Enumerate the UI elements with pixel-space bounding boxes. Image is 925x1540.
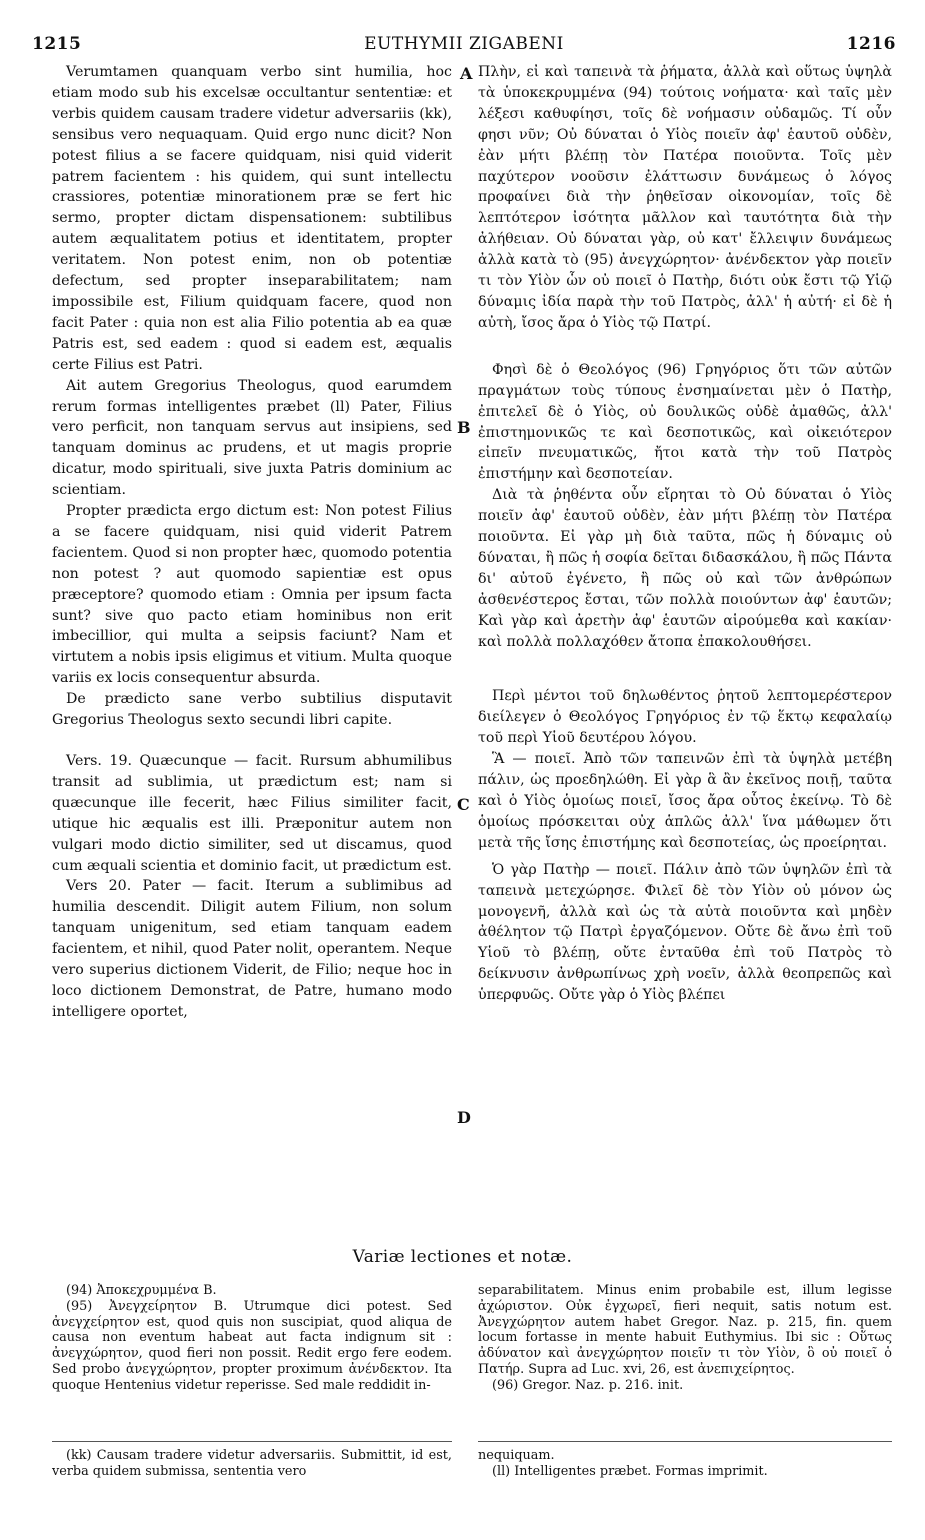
- note-94: (94) Ἀποκεχρυμμένα B.: [66, 1283, 217, 1298]
- footnote-kk-continued: nequiquam.: [478, 1448, 555, 1463]
- latin-paragraph: Propter prædicta ergo dictum est: Non potest Filius a se facere quidquam, nisi quid viderit Patrem facientem. Quod si non propter hæc, quomodo potentia non potest ? aut quomodo sapientiæ est opus præceptore? quomodo etiam : Omnia per ipsum facta sunt? sive quo pacto etiam hominibus non erit imbecillior, qui multa a seipsis faciunt? Nam et virtutem a nobis ipsis eligimus et vitium. Multa quoque variis ex locis consequentur absurda.: [52, 503, 452, 687]
- greek-paragraph: Ὁ γὰρ Πατὴρ — ποιεῖ. Πάλιν ἀπὸ τῶν ὑψηλῶν ἐπὶ τὰ ταπεινὰ μετεχώρησε. Φιλεῖ δὲ τὸν Υἱὸν οὐ μόνον ὡς μονογενῆ, ἀλλὰ καὶ ὡς τὰ αὐτὰ ποιοῦντα καὶ μηδὲν ἀθέλητον τῷ Πατρὶ ἐργαζόμενον. Οὔτε δὲ ἄνω ἐπὶ τοῦ Υἱοῦ τὸ βλέπῃ, οὔτε ἐνταῦθα ἐπὶ τοῦ Πατρὸς τὸ δείκνυσιν ἀνθρωπίνως χρὴ νοεῖν, ἀλλὰ θεοπρεπῶς καὶ ὑπερφυῶς. Οὔτε γὰρ ὁ Υἱὸς βλέπει: [478, 861, 892, 1004]
- latin-column: [52, 62, 452, 1023]
- greek-paragraph: Διὰ τὰ ῥηθέντα οὖν εἴρηται τὸ Οὐ δύναται ὁ Υἱὸς ποιεῖν ἀφ' ἑαυτοῦ οὐδὲν, ἐὰν μήτι βλέπῃ τὸν Πατέρα ποιοῦντα. Εἰ γὰρ μὴ διὰ ταῦτα, πῶς ἡ δύναμις οὐ δύναται, ἢ πῶς ἡ σοφία δεῖται διδασκάλου, ἢ πῶς Πάντα δι' αὐτοῦ ἐγένετο, ἢ πῶς οὐ καὶ τῶν ἀνθρώπων ἀσθενέστερος ἔσται, τῶν πολλὰ ποιούντων ἀφ' ἑαυτῶν; Καὶ γὰρ καὶ ἀρετὴν ἀφ' ἑαυτῶν αἱρούμεθα καὶ κακίαν· καὶ πολλὰ πολλαχόθεν ἄτοπα ἐπακολουθήσει.: [478, 487, 892, 650]
- greek-paragraph: Ἃ — ποιεῖ. Ἀπὸ τῶν ταπεινῶν ἐπὶ τὰ ὑψηλὰ μετέβη πάλιν, ὡς προεδηλώθη. Εἰ γὰρ ἃ ἂν ἐκεῖνος ποιῇ, ταῦτα καὶ ὁ Υἱὸς ὁμοίως ποιεῖ, ἴσος ἄρα οὗτος ἐκείνῳ. Τὸ δὲ ὁμοίως πρόσκειται οὐχ ἁπλῶς ἀλλ' ἵνα μάθωμεν ὅτι μετὰ τῆς ἴσης ἐπιστήμης καὶ δεσποτείας, ὡς προείρηται.: [478, 751, 892, 851]
- note-96: (96) Gregor. Naz. p. 216. init.: [492, 1377, 684, 1393]
- notes-left-column: [52, 1283, 452, 1394]
- footnotes-left-column: [52, 1448, 452, 1480]
- margin-marker-c: C: [457, 795, 470, 814]
- margin-marker-b: B: [457, 418, 471, 437]
- note-95-continued: separabilitatem. Minus enim probabile est, illum legisse ἀχώριστον. Οὐκ ἐγχωρεῖ, fieri nequit, satis notum est. Ἀνεγχώρητον autem habet Gregor. Naz. p. 215, fin. quem locum fortasse in mente habuit Euthymius. Ibi sic : Οὕτως ἀδύνατον καὶ ἀνεγχώρητον ποιεῖν τι τὸν Υἱὸν, ὃ οὐ ποιεῖ ὁ Πατήρ. Supra ad Luc. xvi, 26, est ἀνεπιχείρητος.: [478, 1283, 892, 1377]
- note-95: (95) Ἀνεγχείρητον B. Utrumque dici potest. Sed ἀνεγχείρητον est, quod quis non suscipiat, quod aliqua de causa non eventum habeat aut facta indignum sit : ἀνεγχώρητον, quod fieri non possit. Redit ergo fere eodem. Sed probo ἀνεγχώρητον, propter proximum ἀνένδεκτον. Ita quoque Hentenius videtur reperisse. Sed male reddidit in-: [52, 1298, 452, 1393]
- page-number-right: 1216: [846, 34, 896, 54]
- greek-paragraph: Πλὴν, εἰ καὶ ταπεινὰ τὰ ῥήματα, ἀλλὰ καὶ οὕτως ὑψηλὰ τὰ ὑποκεκρυμμένα (94) τούτοις νοήματα· καὶ ταῖς μὲν λέξεσι καθυφίησι, τοῖς δὲ νοήμασιν οὐδαμῶς. Τί οὖν φησι νῦν; Οὐ δύναται ὁ Υἱὸς ποιεῖν ἀφ' ἑαυτοῦ οὐδὲν, ἐὰν μήτι βλέπῃ τὸν Πατέρα ποιοῦντα. Τοῖς μὲν παχύτερον νοοῦσιν ἐλάττωσιν δυνάμεως ὁ λόγος προφαίνει διὰ τὴν ῥηθεῖσαν οἰκονομίαν, τοῖς δὲ λεπτότερον ἰσότητα μᾶλλον καὶ ταυτότητα διὰ τὴν ἀλήθειαν. Οὐ δύναται γὰρ, οὐ κατ' ἔλλειψιν δυνάμεως ἀλλὰ κατὰ τὸ (95) ἀνεγχώρητον· ἀνένδεκτον γὰρ ποιεῖν τι τὸν Υἱὸν ὧν οὐ ποιεῖ ὁ Πατὴρ, διότι οὐκ ἔστι τῷ Υἱῷ δύναμις ἰδία παρὰ τὴν τοῦ Πατρὸς, ἀλλ' ἡ αὐτή· εἰ δὲ ἡ αὐτὴ, ἴσος ἄρα ὁ Υἱὸς τῷ Πατρί.: [478, 64, 892, 331]
- variae-lectiones-heading: Variæ lectiones et notæ.: [352, 1247, 573, 1267]
- page-number-left: 1215: [32, 34, 82, 54]
- page-header: [32, 34, 896, 58]
- running-title: EUTHYMII ZIGABENI: [364, 34, 564, 54]
- greek-paragraph: Περὶ μέντοι τοῦ δηλωθέντος ῥητοῦ λεπτομερέστερον διείλεγεν ὁ Θεολόγος Γρηγόριος ἐν τῷ ἕκτῳ κεφαλαίῳ τοῦ περὶ Υἱοῦ δευτέρου λόγου.: [478, 688, 892, 747]
- greek-column: [478, 62, 892, 1006]
- footnotes-right-column: [478, 1448, 892, 1480]
- greek-paragraph: Φησὶ δὲ ὁ Θεολόγος (96) Γρηγόριος ὅτι τῶν αὐτῶν πραγμάτων τοὺς τύπους ἐνσημαίνεται μὲν ὁ Πατὴρ, ἐπιτελεῖ δὲ ὁ Υἱὸς, οὐ δουλικῶς οὐδὲ ἀμαθῶς, ἀλλ' ἐπιστημονικῶς τε καὶ δεσποτικῶς, καὶ οἰκειότερον εἰπεῖν πνευματικῶς, ἤτοι κατὰ τὴν τοῦ Πατρὸς ἐπιστήμην καὶ δεσποτείαν.: [478, 361, 892, 483]
- latin-paragraph: De prædicto sane verbo subtilius disputavit Gregorius Theologus sexto secundi libri capite.: [52, 691, 452, 729]
- margin-marker-a: A: [460, 64, 473, 83]
- footnote-rule-right: [478, 1441, 892, 1442]
- notes-right-column: [478, 1283, 892, 1394]
- footnote-kk: (kk) Causam tradere videtur adversariis. Submittit, id est, verba quidem submissa, sententia vero: [52, 1448, 452, 1479]
- footnote-rule-left: [52, 1441, 452, 1442]
- latin-paragraph: Ait autem Gregorius Theologus, quod earumdem rerum formas intelligentes præbet (ll) Pater, Filius vero perficit, non tanquam servus aut insipiens, sed tanquam dominus ac prudens, et ut magis proprie dicatur, modo spirituali, sive juxta Patris dominium ac scientiam.: [52, 377, 452, 499]
- latin-paragraph: Vers 20. Pater — facit. Iterum a sublimibus ad humilia descendit. Diligit autem Filium, non solum tanquam unigenitum, sed etiam tanquam eadem facientem, et nihil, quod Pater nolit, operantem. Neque vero superius dictionem Viderit, de Filio; neque hoc in loco dictionem Demonstrat, de Patre, humano modo intelligere oportet,: [52, 878, 452, 1020]
- footnote-ll: (ll) Intelligentes præbet. Formas imprimit.: [492, 1463, 768, 1479]
- margin-marker-d: D: [457, 1108, 471, 1127]
- latin-paragraph: Vers. 19. Quæcunque — facit. Rursum abhumilibus transit ad sublimia, ut prædictum est; nam si quæcunque ille fecerit, hæc Filius similiter facit, utique hic æqualis est illi. Præponitur autem non vulgari modo dictio similiter, sed ut discamus, quod cum æquali scientia et dominio facit, ut prædictum est.: [52, 753, 452, 874]
- latin-paragraph: Verumtamen quanquam verbo sint humilia, hoc etiam modo sub his excelsæ occultantur sententiæ: et verbis quidem causam tradere videtur adversariis (kk), sensibus vero nequaquam. Quid ergo nunc dicit? Non potest filius a se facere quidquam, nisi quid viderit patrem facientem : his quidem, qui sunt intellectu crassiores, potentiæ minorationem præ se fert hic sermo, propter dictam dispensationem: subtilibus autem æqualitatem potius et identitatem, propter veritatem. Non potest enim, non ob potentiæ defectum, sed propter inseparabilitatem; nam impossibile est, Filium quidquam facere, quod non facit Pater : quia non est alia Filio potentia ab ea quæ Patris est, sed eadem : quod si eadem est, æqualis certe Filius est Patri.: [52, 64, 452, 373]
